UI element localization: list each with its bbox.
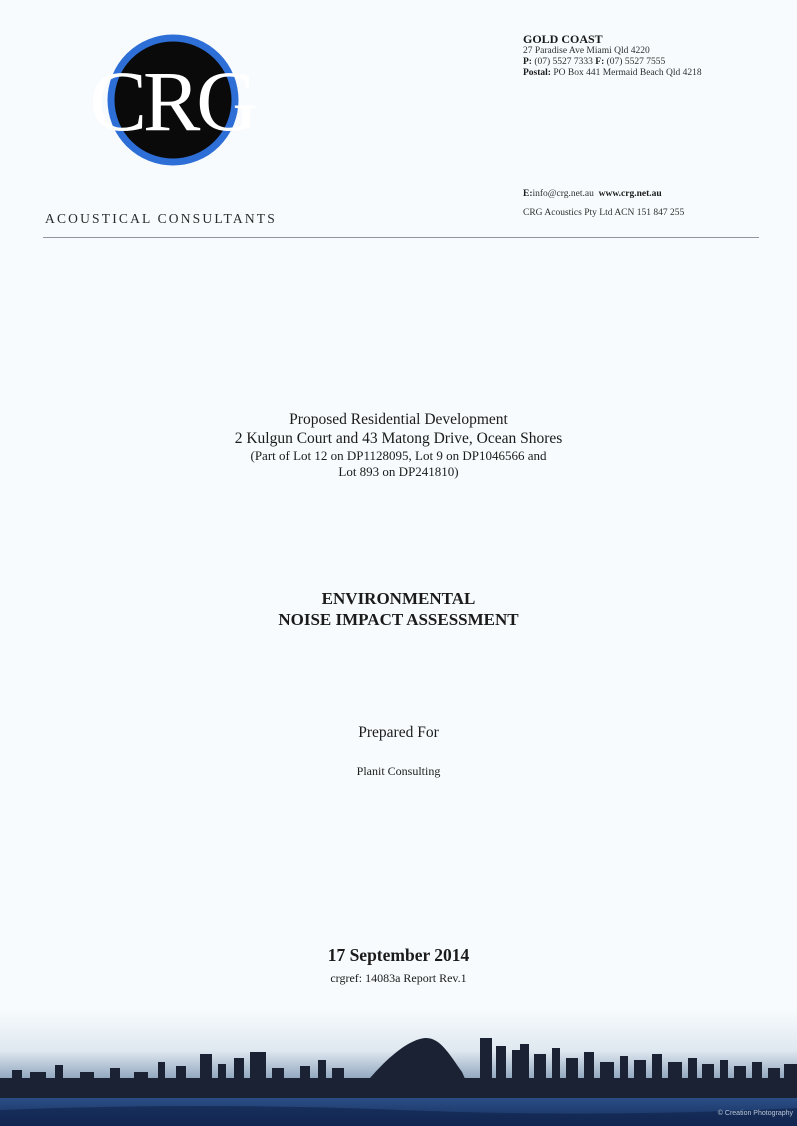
fax-label: F: — [595, 57, 605, 67]
phone-label: P: — [523, 57, 532, 67]
project-line-4: Lot 893 on DP241810) — [338, 464, 459, 479]
crg-logo — [72, 30, 272, 170]
report-date: 17 September 2014 — [327, 945, 470, 965]
office-name: GOLD COAST — [523, 32, 603, 46]
website-link[interactable]: www.crg.net.au — [598, 189, 662, 199]
report-title-line-1: ENVIRONMENTAL — [321, 589, 476, 608]
phone-fax-line — [523, 57, 702, 68]
postal-address: PO Box 441 Mermaid Beach Qld 4218 — [553, 68, 702, 77]
fax-number: (07) 5527 7555 — [606, 57, 666, 67]
email-web-line — [523, 185, 684, 204]
prepared-for-label: Prepared For — [358, 724, 439, 741]
report-title — [0, 588, 797, 630]
phone-number: (07) 5527 7333 — [534, 57, 593, 67]
company-tagline: ACOUSTICAL CONSULTANTS — [45, 211, 277, 226]
project-line-2: 2 Kulgun Court and 43 Matong Drive, Ocean Shores — [234, 430, 563, 447]
photo-credit: © Creation Photography — [717, 1110, 793, 1117]
postal-label: Postal: — [523, 68, 551, 77]
web-contact-block — [523, 185, 684, 223]
client-name: Planit Consulting — [356, 764, 441, 778]
report-title-line-2: NOISE IMPACT ASSESSMENT — [278, 610, 519, 629]
skyline-photo — [0, 1010, 797, 1126]
company-registration: CRG Acoustics Pty Ltd ACN 151 847 255 — [523, 208, 685, 218]
report-reference: crgref: 14083a Report Rev.1 — [330, 971, 467, 985]
header-divider — [43, 237, 759, 238]
project-line-1: Proposed Residential Development — [289, 411, 508, 428]
email-address[interactable]: info@crg.net.au — [532, 189, 594, 199]
office-contact-block — [523, 33, 702, 77]
email-label: E: — [523, 189, 533, 199]
project-line-3: (Part of Lot 12 on DP1128095, Lot 9 on DP1046566 and — [250, 448, 547, 463]
project-block — [0, 410, 797, 480]
office-address: 27 Paradise Ave Miami Qld 4220 — [523, 46, 650, 56]
logo-text: CRG — [89, 53, 255, 149]
postal-line — [523, 68, 702, 77]
